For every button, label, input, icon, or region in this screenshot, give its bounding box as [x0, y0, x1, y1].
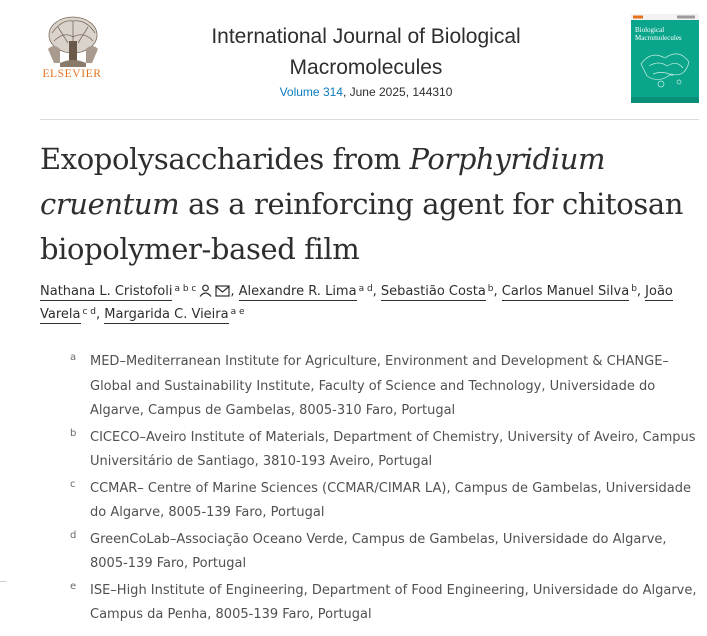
author-affiliation-marks[interactable]: a b c	[174, 284, 197, 294]
author-item: Alexandre R. Lima $^{a d}$,	[238, 284, 381, 299]
author-affiliation-marks[interactable]: a d	[358, 284, 373, 294]
author-name-link[interactable]: Margarida C. Vieira	[104, 307, 229, 322]
page-edge-mark	[0, 581, 6, 582]
author-list	[40, 280, 700, 326]
affiliation-label: e	[70, 580, 77, 592]
affiliation-item	[70, 579, 700, 628]
author-affiliation-marks[interactable]: b	[487, 284, 494, 294]
publisher-name: ELSEVIER	[42, 68, 102, 80]
affiliation-item	[70, 528, 700, 577]
envelope-icon[interactable]	[215, 285, 230, 297]
journal-cover-image[interactable]	[631, 14, 699, 103]
affiliation-label: c	[70, 478, 76, 490]
person-icon[interactable]	[199, 284, 212, 297]
author-item	[104, 307, 244, 322]
cover-journal-title: Biological Macromolecules	[635, 26, 682, 42]
title-species-name: Porphyridium cruentum	[40, 142, 606, 221]
affiliation-item	[70, 350, 700, 424]
author-name-link[interactable]: João Varela	[40, 284, 673, 322]
affiliation-label: a	[70, 352, 77, 363]
affiliation-text: ISE–High Institute of Engineering, Department of Food Engineering, Universidade do Algarve, Campus da Penha, 8005-139 Faro, Portugal	[90, 582, 697, 622]
affiliation-label: b	[70, 427, 77, 439]
affiliation-item	[70, 477, 700, 526]
affiliation-text: GreenCoLab–Associação Oceano Verde, Campus de Gambelas, Universidade do Algarve, 8005-139 Faro, Portugal	[90, 531, 667, 571]
title-part-2: as a reinforcing agent for chitosan biopolymer-based film	[40, 187, 683, 266]
author-item: João Varela $^{c d}$,	[40, 284, 673, 322]
author-name-link[interactable]: Sebastião Costa	[380, 284, 486, 299]
issue-details: , June 2025, 144310	[342, 85, 453, 99]
author-affiliation-marks[interactable]: b	[631, 284, 637, 294]
author-name-link[interactable]: Alexandre R. Lima	[238, 284, 357, 299]
author-item: Carlos Manuel Silva $^b$,	[501, 284, 646, 299]
header-divider	[40, 119, 699, 120]
author-name-link[interactable]: Carlos Manuel Silva	[501, 284, 630, 299]
journal-header	[0, 0, 707, 120]
volume-link[interactable]: Volume 314	[279, 85, 343, 99]
journal-issue-info	[170, 85, 562, 99]
author-affiliation-marks[interactable]: a e	[230, 307, 245, 317]
journal-title[interactable]: International Journal of Biological Macromolecules	[211, 25, 521, 79]
title-part-1: Exopolysaccharides from	[40, 142, 410, 176]
affiliation-text: MED–Mediterranean Institute for Agriculture, Environment and Development & CHANGE–Global and Sustainability Institute, Faculty of Science and Technology, Universidade do Algarve, Campus de Gambelas, 8005-310 Faro, Portugal	[90, 354, 669, 418]
author-affiliation-marks[interactable]: c d	[82, 307, 97, 317]
affiliation-label: d	[70, 529, 77, 541]
affiliation-text: CICECO–Aveiro Institute of Materials, Department of Chemistry, University of Aveiro, Campus Universitário de Santiago, 3810-193 Aveiro, Portugal	[90, 429, 696, 469]
author-item: Sebastião Costa $^b$,	[380, 284, 502, 299]
affiliation-text: CCMAR– Centre of Marine Sciences (CCMAR/CIMAR LA), Campus de Gambelas, Universidade do Algarve, 8005-139 Faro, Portugal	[90, 480, 692, 520]
article-title	[40, 137, 700, 272]
affiliation-item	[70, 426, 700, 475]
author-item: Nathana L. Cristofoli $^{a b c}$ ,	[40, 284, 239, 299]
affiliation-list	[70, 350, 700, 630]
author-name-link[interactable]: Nathana L. Cristofoli	[40, 284, 173, 299]
